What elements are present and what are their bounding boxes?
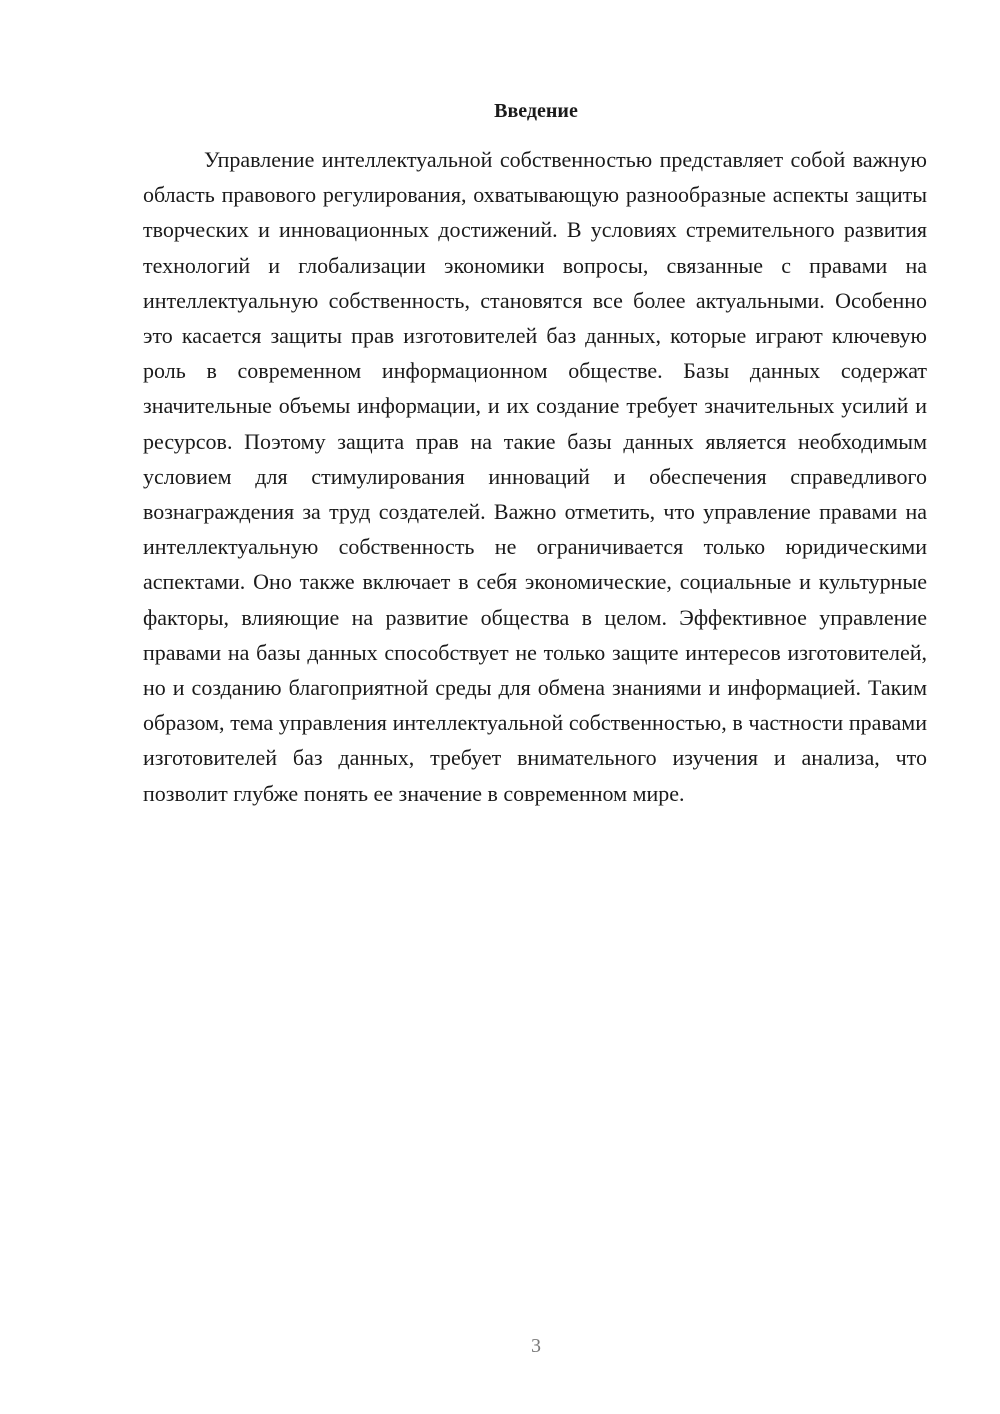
section-heading: Введение (494, 100, 578, 122)
page-number: 3 (531, 1335, 541, 1357)
body-paragraph: Управление интеллектуальной собственностью представляет собой важную область правового регулирования, охватывающую разнообразные аспекты защиты творческих и инновационных достижений. В условиях стремительного развития технологий и глобализации экономики вопросы, связанные с правами на интеллектуальную собственность, становятся все более актуальными. Особенно это касается защиты прав изготовителей баз данных, которые играют ключевую роль в современном информационном обществе. Базы данных содержат значительные объемы информации, и их создание требует значительных усилий и ресурсов. Поэтому защита прав на такие базы данных является необходимым условием для стимулирования инноваций и обеспечения справедливого вознаграждения за труд создателей. Важно отметить, что управление правами на интеллектуальную собственность не ограничивается только юридическими аспектами. Оно также включает в себя экономические, социальные и культурные факторы, влияющие на развитие общества в целом. Эффективное управление правами на базы данных способствует не только защите интересов изготовителей, но и созданию благоприятной среды для обмена знаниями и информацией. Таким образом, тема управления интеллектуальной собственностью, в частности правами изготовителей баз данных, требует внимательного изучения и анализа, что позволит глубже понять ее значение в современном мире. (143, 147, 927, 806)
